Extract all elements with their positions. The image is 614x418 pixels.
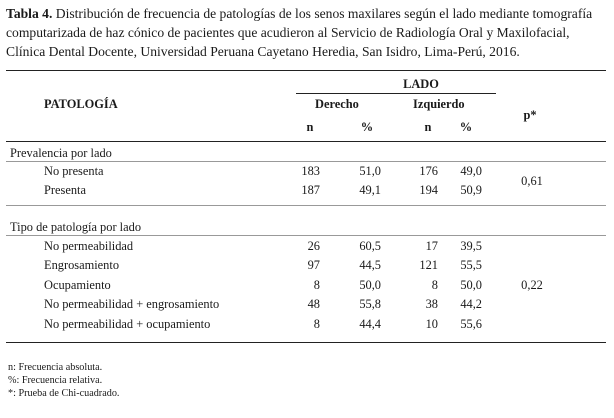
caption-text: Distribución de frecuencia de patologías de los senos maxilares según el lado mediante tomografía computarizada de haz cónico de pacientes que acudieron al Servicio de Radiología Oral y Maxilofacial, Clínica Dental Docente, Universidad Peruana Cayetano Heredia, San Isidro, Lima-Perú, 2016. [6, 6, 593, 59]
section-title: Tipo de patología por lado [10, 220, 142, 234]
cell-der-pct: 55,8 [359, 297, 381, 311]
section-rule [6, 161, 606, 162]
cell-der-n: 48 [307, 297, 320, 311]
p-value: 0,61 [521, 174, 543, 188]
row-label: Ocupamiento [44, 278, 111, 292]
row-label: No presenta [44, 164, 104, 178]
cell-izq-n: 194 [419, 183, 438, 197]
footnote: n: Frecuencia absoluta. [8, 362, 103, 373]
header-derecho: Derecho [315, 97, 359, 111]
cell-izq-n: 38 [425, 297, 438, 311]
row-label: Engrosamiento [44, 258, 120, 272]
header-rule [6, 141, 606, 142]
header-p: p* [523, 108, 537, 122]
cell-izq-pct: 55,6 [460, 317, 482, 331]
cell-izq-n: 121 [419, 258, 438, 272]
cell-der-pct: 49,1 [359, 183, 381, 197]
top-rule [6, 70, 606, 71]
header-lado: LADO [403, 77, 439, 91]
row-label: No permeabilidad + ocupamiento [44, 317, 211, 331]
cell-izq-pct: 55,5 [460, 258, 482, 272]
section-rule [6, 235, 606, 236]
footnote: %: Frecuencia relativa. [8, 375, 103, 386]
cell-der-pct: 44,4 [359, 317, 381, 331]
cell-izq-n: 10 [425, 317, 438, 331]
header-n-izquierdo: n [424, 120, 432, 134]
cell-der-pct: 50,0 [359, 278, 381, 292]
cell-der-pct: 44,5 [359, 258, 381, 272]
cell-izq-n: 176 [419, 164, 438, 178]
header-n-derecho: n [306, 120, 314, 134]
cell-izq-pct: 50,9 [460, 183, 482, 197]
cell-izq-pct: 50,0 [460, 278, 482, 292]
cell-izq-n: 8 [431, 278, 438, 292]
row-label: No permeabilidad [44, 239, 134, 253]
cell-izq-n: 17 [425, 239, 438, 253]
header-pct-izquierdo: % [459, 120, 473, 134]
footnote: *: Prueba de Chi-cuadrado. [8, 388, 120, 399]
lado-underline [296, 93, 496, 94]
cell-der-n: 8 [313, 317, 320, 331]
cell-der-pct: 60,5 [359, 239, 381, 253]
cell-izq-pct: 44,2 [460, 297, 482, 311]
bottom-rule [6, 342, 606, 343]
table-label: Tabla 4. [6, 6, 53, 21]
cell-izq-pct: 39,5 [460, 239, 482, 253]
header-pct-derecho: % [360, 120, 374, 134]
row-label: Presenta [44, 183, 86, 197]
cell-der-pct: 51,0 [359, 164, 381, 178]
header-patologia: PATOLOGÍA [44, 97, 118, 111]
row-label: No permeabilidad + engrosamiento [44, 297, 220, 311]
p-value: 0,22 [521, 278, 543, 292]
cell-izq-pct: 49,0 [460, 164, 482, 178]
cell-der-n: 8 [313, 278, 320, 292]
cell-der-n: 97 [307, 258, 320, 272]
cell-der-n: 183 [301, 164, 320, 178]
cell-der-n: 187 [301, 183, 320, 197]
section-title: Prevalencia por lado [10, 146, 112, 160]
header-izquierdo: Izquierdo [413, 97, 465, 111]
cell-der-n: 26 [307, 239, 320, 253]
table-caption [6, 4, 606, 61]
section-rule [6, 205, 606, 206]
